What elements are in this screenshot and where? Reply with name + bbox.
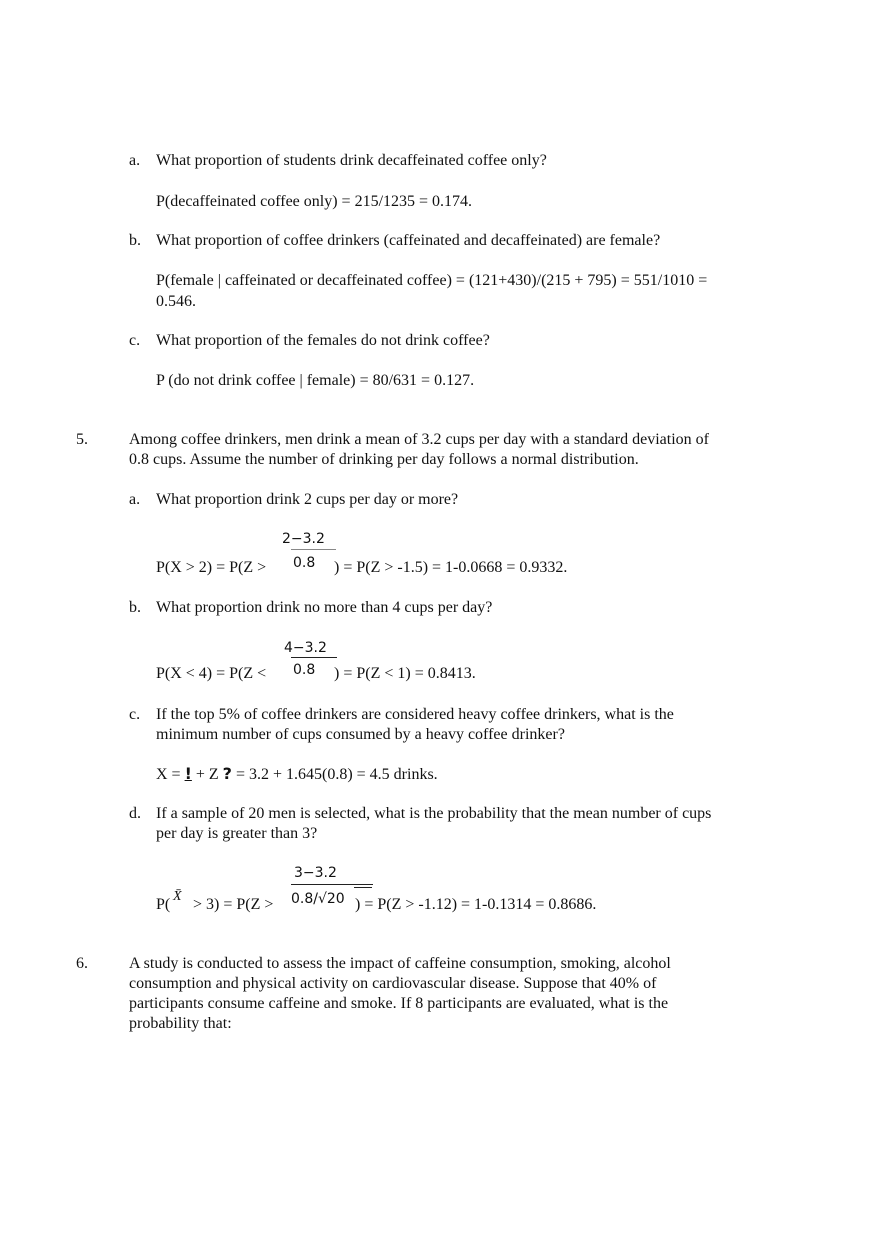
formula-lhs: P(X < 4) = P(Z < xyxy=(156,665,267,682)
question-text: minimum number of cups consumed by a heavy coffee drinker? xyxy=(156,726,565,743)
fraction-denominator: 0.8/√20 xyxy=(291,891,345,907)
formula-rhs: ) = P(Z < 1) = 0.8413. xyxy=(334,665,476,682)
formula-lhs: > 3) = P(Z > xyxy=(193,896,274,913)
formula-rhs: ) = P(Z > -1.12) = 1-0.1314 = 0.8686. xyxy=(355,896,597,913)
question-text: A study is conducted to assess the impact of caffeine consumption, smoking, alcohol xyxy=(129,955,671,972)
question-number: 6. xyxy=(76,955,88,972)
answer-formula xyxy=(156,765,438,784)
item-label: a. xyxy=(129,491,141,508)
formula-rhs: ) = P(Z > -1.5) = 1-0.0668 = 0.9332. xyxy=(334,559,568,576)
fraction-bar xyxy=(291,884,373,885)
answer-text: P(female | caffeinated or decaffeinated coffee) = (121+430)/(215 + 795) = 551/1010 = xyxy=(156,272,708,289)
answer-text: P (do not drink coffee | female) = 80/631 = 0.127. xyxy=(156,372,475,389)
fraction-denominator: 0.8 xyxy=(293,662,316,678)
sigma-symbol: ? xyxy=(222,764,232,783)
question-text: 0.8 cups. Assume the number of drinking per day follows a normal distribution. xyxy=(129,451,639,468)
item-label: a. xyxy=(129,152,141,169)
answer-text: 0.546. xyxy=(156,293,196,310)
question-text: per day is greater than 3? xyxy=(156,825,318,842)
question-text: Among coffee drinkers, men drink a mean of 3.2 cups per day with a standard deviation of xyxy=(129,431,709,448)
item-label: d. xyxy=(129,805,141,822)
answer-text: P(decaffeinated coffee only) = 215/1235 = 0.174. xyxy=(156,193,473,210)
question-text: What proportion drink 2 cups per day or more? xyxy=(156,491,459,508)
formula-plus-z: + Z xyxy=(195,766,219,783)
question-text: consumption and physical activity on cardiovascular disease. Suppose that 40% of xyxy=(129,975,657,992)
formula-rest: = 3.2 + 1.645(0.8) = 4.5 drinks. xyxy=(235,766,438,783)
fraction-bar xyxy=(291,657,337,658)
fraction-numerator: 4−3.2 xyxy=(284,640,327,656)
fraction-numerator: 2−3.2 xyxy=(282,531,325,547)
mu-symbol: ! xyxy=(184,764,192,783)
question-number: 5. xyxy=(76,431,88,448)
question-text: What proportion drink no more than 4 cups per day? xyxy=(156,599,493,616)
question-text: If the top 5% of coffee drinkers are considered heavy coffee drinkers, what is the xyxy=(156,706,674,723)
question-text: If a sample of 20 men is selected, what is the probability that the mean number of cups xyxy=(156,805,712,822)
fraction-denominator: 0.8 xyxy=(293,555,316,571)
question-text: probability that: xyxy=(129,1015,232,1032)
formula-p: P( xyxy=(156,896,171,913)
xbar-symbol: X̄ xyxy=(173,889,182,904)
question-text: What proportion of students drink decaffeinated coffee only? xyxy=(156,152,547,169)
item-label: c. xyxy=(129,332,141,349)
formula-x: X = xyxy=(156,766,181,783)
fraction-bar xyxy=(291,549,336,550)
sqrt-bar xyxy=(354,887,372,888)
formula-lhs: P(X > 2) = P(Z > xyxy=(156,559,267,576)
question-text: participants consume caffeine and smoke. If 8 participants are evaluated, what is the xyxy=(129,995,669,1012)
fraction-numerator: 3−3.2 xyxy=(294,865,337,881)
item-label: c. xyxy=(129,706,141,723)
item-label: b. xyxy=(129,599,141,616)
item-label: b. xyxy=(129,232,141,249)
question-text: What proportion of coffee drinkers (caffeinated and decaffeinated) are female? xyxy=(156,232,661,249)
question-text: What proportion of the females do not drink coffee? xyxy=(156,332,490,349)
